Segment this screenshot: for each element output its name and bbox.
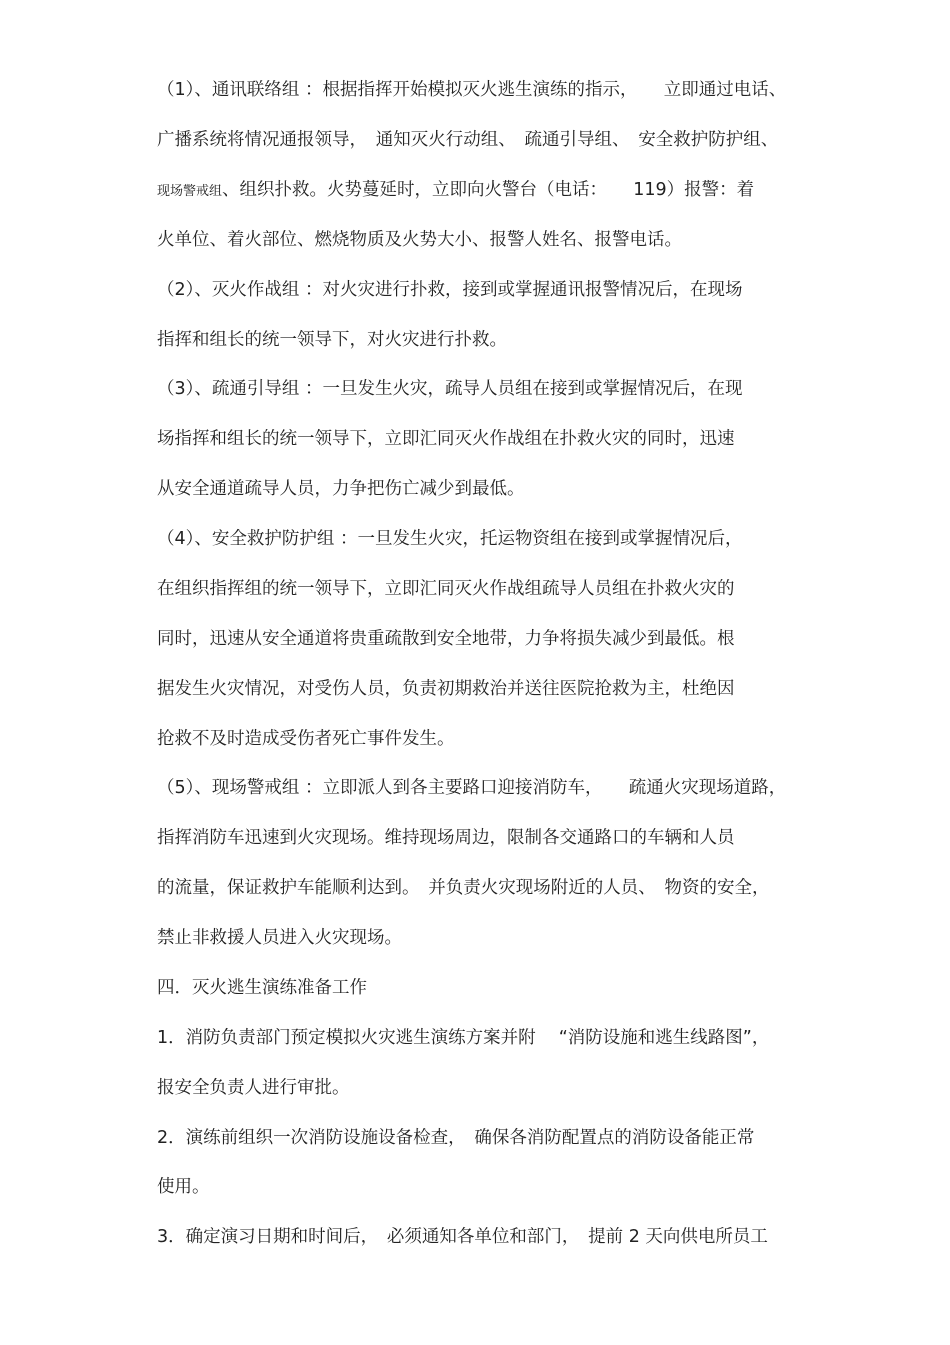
paragraph-line: （2）、灭火作战组 ：对火灾进行扑救，接到或掌握通讯报警情况后，在现场	[157, 280, 743, 300]
paragraph-line: 抢救不及时造成受伤者死亡事件发生。	[157, 729, 455, 749]
paragraph-line: 指挥和组长的统一领导下，对火灾进行扑救。	[157, 330, 507, 350]
section-heading: 四．灭火逃生演练准备工作	[157, 978, 367, 998]
paragraph-line: 指挥消防车迅速到火灾现场。维持现场周边，限制各交通路口的车辆和人员	[157, 828, 735, 848]
paragraph-line: 3．确定演习日期和时间后， 必须通知各单位和部门， 提前 2 天向供电所员工	[157, 1227, 768, 1247]
paragraph-line: 据发生火灾情况，对受伤人员，负责初期救治并送往医院抢救为主，杜绝因	[157, 679, 735, 699]
paragraph-line: 在组织指挥组的统一领导下，立即汇同灭火作战组疏导人员组在扑救火灾的	[157, 579, 735, 599]
paragraph-line: （1）、通讯联络组 ：根据指挥开始模拟灭火逃生演练的指示， 立即通过电话、	[157, 80, 787, 100]
inline-text: 、组织扑救。火势蔓延时，立即向火警台（电话： 119）报警：着	[222, 180, 755, 200]
paragraph-line: 禁止非救援人员进入火灾现场。	[157, 928, 402, 948]
paragraph-line	[157, 178, 797, 204]
paragraph-line: 从安全通道疏导人员，力争把伤亡减少到最低。	[157, 479, 525, 499]
inline-small-text: 现场警戒组	[157, 184, 223, 199]
paragraph-line: 广播系统将情况通报领导， 通知灭火行动组、 疏通引导组、 安全救护防护组、	[157, 130, 779, 150]
paragraph-line: 场指挥和组长的统一领导下，立即汇同灭火作战组在扑救火灾的同时，迅速	[157, 429, 735, 449]
paragraph-line: 火单位、着火部位、燃烧物质及火势大小、报警人姓名、报警电话。	[157, 230, 682, 250]
paragraph-line: 同时，迅速从安全通道将贵重疏散到安全地带，力争将损失减少到最低。根	[157, 629, 735, 649]
paragraph-line: （5）、现场警戒组 ：立即派人到各主要路口迎接消防车， 疏通火灾现场道路，	[157, 778, 787, 798]
paragraph-line: 2．演练前组织一次消防设施设备检查， 确保各消防配置点的消防设备能正常	[157, 1128, 755, 1148]
paragraph-line: 的流量，保证救护车能顺利达到。 并负责火灾现场附近的人员、 物资的安全，	[157, 878, 770, 898]
paragraph-line: 1．消防负责部门预定模拟火灾逃生演练方案并附 “消防设施和逃生线路图”，	[157, 1028, 770, 1048]
paragraph-line: （3）、疏通引导组 ：一旦发生火灾，疏导人员组在接到或掌握情况后，在现	[157, 379, 743, 399]
paragraph-line: 使用。	[157, 1177, 210, 1197]
paragraph-line: （4）、安全救护防护组 ：一旦发生火灾，托运物资组在接到或掌握情况后，	[157, 529, 743, 549]
paragraph-line: 报安全负责人进行审批。	[157, 1078, 350, 1098]
